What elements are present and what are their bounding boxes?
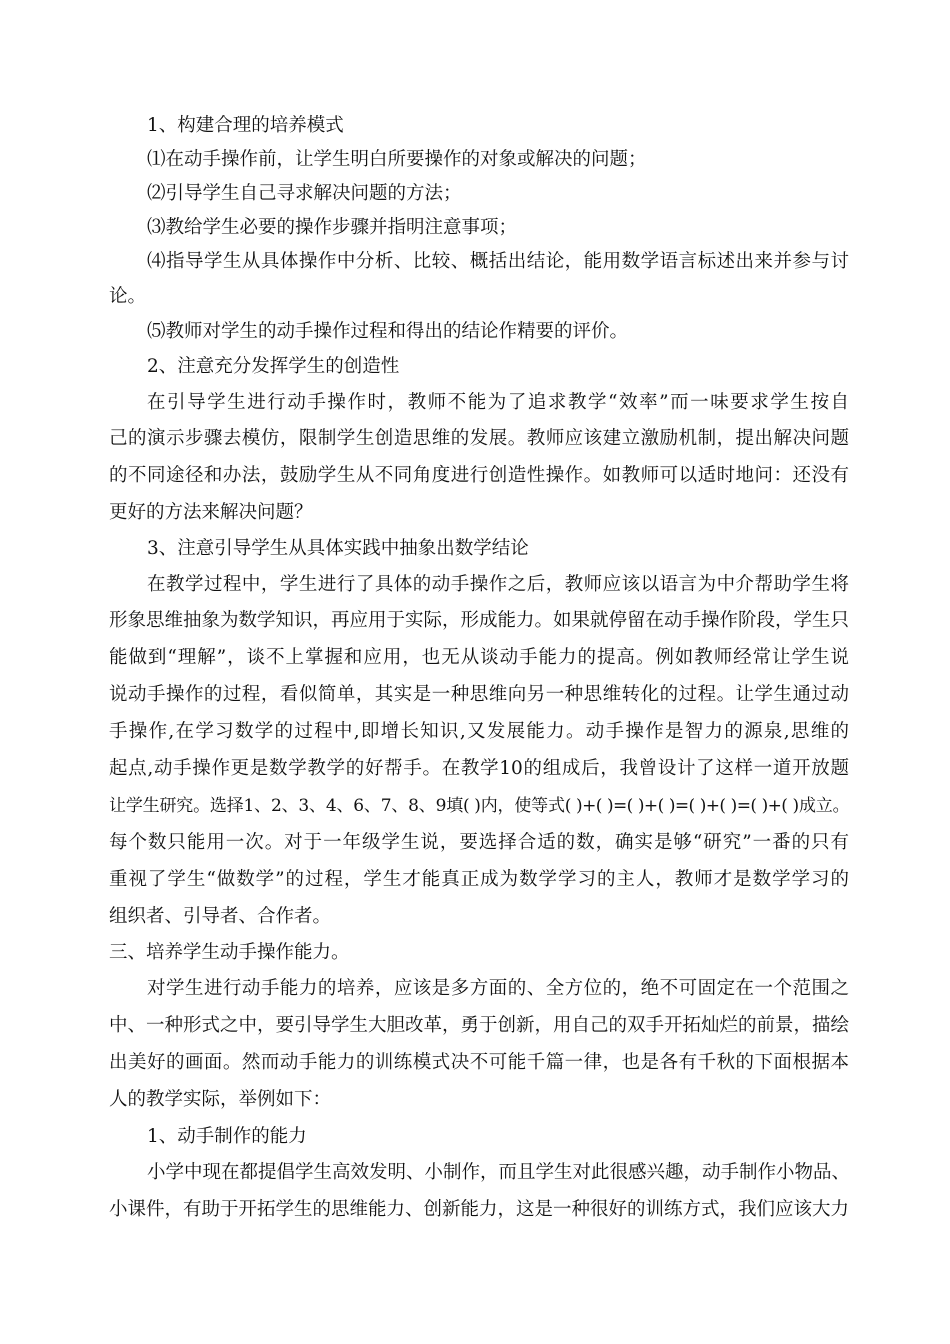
list-item-2: ⑵引导学生自己寻求解决问题的方法； [147,183,462,204]
paragraph-line: 起点,动手操作更是数学教学的好帮手。在教学10的组成后，我曾设计了这样一道开放题 [109,758,849,779]
paragraph-line: 对学生进行动手能力的培养，应该是多方面的、全方位的，绝不可固定在一个范围之 [147,978,849,999]
paragraph-line: 说动手操作的过程，看似简单，其实是一种思维向另一种思维转化的过程。让学生通过动 [109,684,849,705]
paragraph-line: 更好的方法来解决问题？ [109,502,313,523]
paragraph-line: 能做到“理解”，谈不上掌握和应用，也无从谈动手能力的提高。例如教师经常让学生说 [109,647,849,668]
paragraph-line: 在教学过程中，学生进行了具体的动手操作之后，教师应该以语言为中介帮助学生将 [147,574,849,595]
paragraph-line-equation: 让学生研究。选择1、2、3、4、6、7、8、9填( )内，使等式( )+( )=( )+( )=( )+( )=( )+( )成立。 [109,796,849,816]
paragraph-line: 形象思维抽象为数学知识，再应用于实际，形成能力。如果就停留在动手操作阶段，学生只 [109,610,850,631]
paragraph-line: 小课件，有助于开拓学生的思维能力、创新能力，这是一种很好的训练方式，我们应该大力 [109,1199,850,1220]
paragraph-line: 的不同途径和办法，鼓励学生从不同角度进行创造性操作。如教师可以适时地问：还没有 [109,465,849,486]
heading-creativity: 2、注意充分发挥学生的创造性 [147,356,400,377]
heading-build-model: 1、构建合理的培养模式 [147,115,344,136]
heading-making-ability: 1、动手制作的能力 [147,1126,307,1147]
list-item-4-cont: 论。 [109,286,147,307]
paragraph-line: 重视了学生“做数学”的过程，学生才能真正成为数学学习的主人，教师才是数学学习的 [109,869,849,890]
list-item-1: ⑴在动手操作前，让学生明白所要操作的对象或解决的问题； [147,149,647,170]
paragraph-line: 在引导学生进行动手操作时，教师不能为了追求教学“效率”而一味要求学生按自 [147,392,849,413]
paragraph-line: 手操作,在学习数学的过程中,即增长知识,又发展能力。动手操作是智力的源泉,思维的 [109,721,849,742]
section-heading-three: 三、培养学生动手操作能力。 [109,942,350,963]
paragraph-line: 组织者、引导者、合作者。 [109,906,332,927]
list-item-4: ⑷指导学生从具体操作中分析、比较、概括出结论，能用数学语言标述出来并参与讨 [147,251,849,272]
list-item-5: ⑸教师对学生的动手操作过程和得出的结论作精要的评价。 [147,321,629,342]
paragraph-line: 中、一种形式之中，要引导学生大胆改革，勇于创新，用自己的双手开拓灿烂的前景，描绘 [109,1015,850,1036]
paragraph-line: 每个数只能用一次。对于一年级学生说，要选择合适的数，确实是够“研究”一番的只有 [109,832,849,853]
paragraph-line: 出美好的画面。然而动手能力的训练模式决不可能千篇一律，也是各有千秋的下面根据本 [109,1052,849,1073]
heading-abstraction: 3、注意引导学生从具体实践中抽象出数学结论 [147,538,529,559]
paragraph-line: 人的教学实际，举例如下： [109,1089,332,1110]
paragraph-line: 小学中现在都提倡学生高效发明、小制作，而且学生对此很感兴趣，动手制作小物品、 [147,1162,851,1183]
paragraph-line: 己的演示步骤去模仿，限制学生创造思维的发展。教师应该建立激励机制，提出解决问题 [109,428,849,449]
list-item-3: ⑶教给学生必要的操作步骤并指明注意事项； [147,217,518,238]
